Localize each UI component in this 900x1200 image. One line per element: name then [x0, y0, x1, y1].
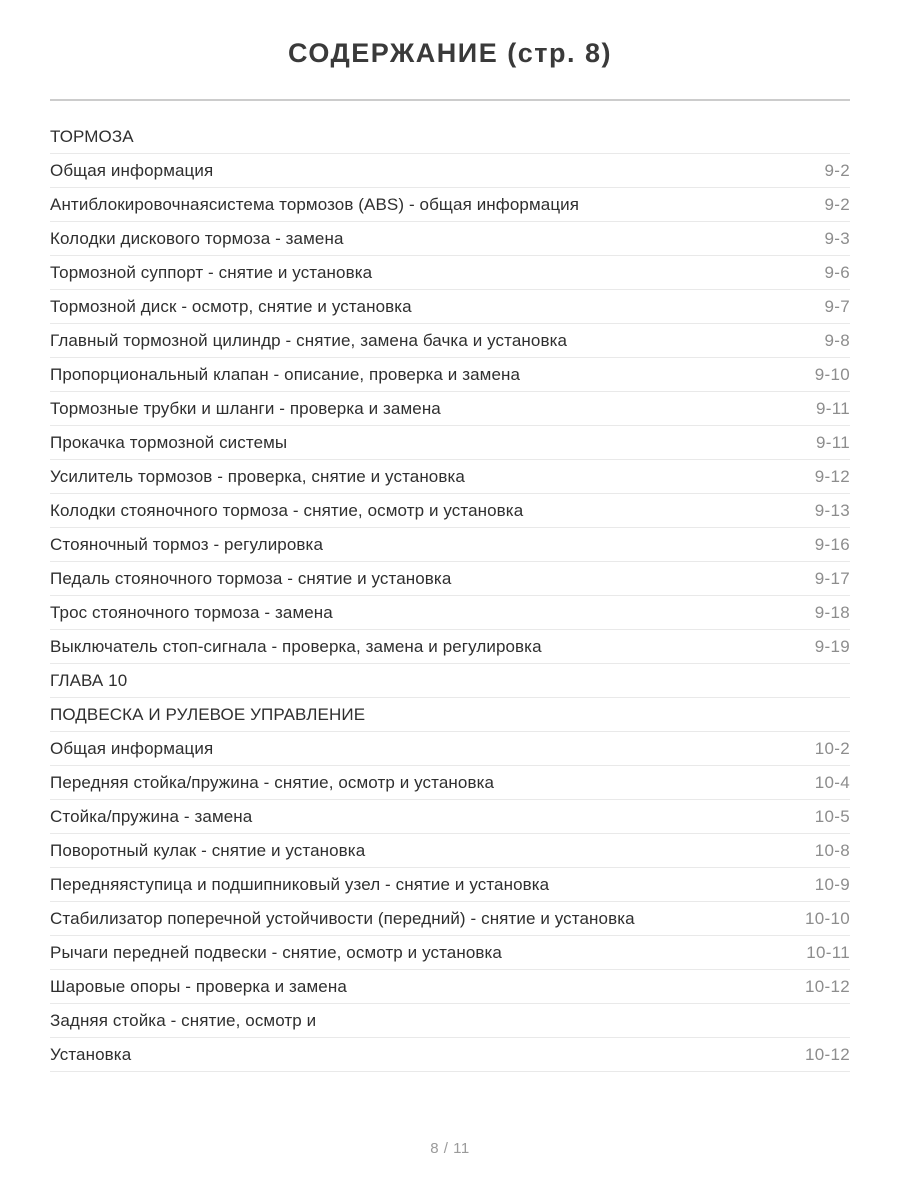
toc-item-page: 9-6	[824, 262, 850, 282]
toc-item-page: 9-2	[824, 160, 850, 180]
toc-row	[50, 562, 850, 596]
toc-item-page: 9-11	[816, 398, 850, 418]
toc-item-page: 10-5	[814, 806, 850, 826]
toc-item-label: Тормозной суппорт - снятие и установка	[50, 262, 373, 282]
toc-section-row	[50, 120, 850, 154]
toc-item-label: Усилитель тормозов - проверка, снятие и установка	[50, 466, 465, 486]
toc-item-label: Тормозные трубки и шланги - проверка и замена	[50, 398, 441, 418]
toc-item-page: 9-12	[814, 466, 850, 486]
toc-item-label: Общая информация	[50, 738, 214, 758]
toc-section-row	[50, 698, 850, 732]
toc-item-page: 9-7	[824, 296, 850, 316]
toc-item-page: 9-18	[814, 602, 850, 622]
toc-row	[50, 936, 850, 970]
toc-item-label: Рычаги передней подвески - снятие, осмотр и установка	[50, 942, 502, 962]
toc-item-label: Тормозной диск - осмотр, снятие и установка	[50, 296, 412, 316]
toc-item-label: Антиблокировочнаясистема тормозов (ABS) - общая информация	[50, 194, 580, 214]
toc-item-page: 10-12	[805, 976, 850, 996]
toc-row	[50, 970, 850, 1004]
toc-row	[50, 800, 850, 834]
title-divider	[50, 99, 850, 101]
toc-row	[50, 154, 850, 188]
toc-item-label: Стабилизатор поперечной устойчивости (передний) - снятие и установка	[50, 908, 635, 928]
toc-item-page: 10-9	[814, 874, 850, 894]
toc-item-label: Передняя стойка/пружина - снятие, осмотр и установка	[50, 772, 495, 792]
toc-item-label: Шаровые опоры - проверка и замена	[50, 976, 347, 996]
toc-item-label: Пропорциональный клапан - описание, проверка и замена	[50, 364, 521, 384]
toc-item-page: 10-12	[805, 1044, 850, 1064]
toc-row	[50, 1004, 850, 1038]
toc-list	[50, 120, 850, 1072]
toc-row	[50, 494, 850, 528]
toc-row	[50, 630, 850, 664]
toc-item-page: 9-10	[814, 364, 850, 384]
toc-row	[50, 222, 850, 256]
page-title: СОДЕРЖАНИЕ (стр. 8)	[288, 38, 612, 68]
toc-item-label: Стойка/пружина - замена	[50, 806, 253, 826]
toc-row	[50, 188, 850, 222]
toc-item-page: 9-17	[814, 568, 850, 588]
toc-item-label: Стояночный тормоз - регулировка	[50, 534, 323, 554]
toc-row	[50, 290, 850, 324]
toc-item-page: 9-16	[814, 534, 850, 554]
toc-row	[50, 324, 850, 358]
toc-item-page: 10-8	[814, 840, 850, 860]
toc-item-page: 9-2	[824, 194, 850, 214]
toc-item-label: Прокачка тормозной системы	[50, 432, 288, 452]
toc-row	[50, 596, 850, 630]
toc-item-page: 10-11	[806, 942, 850, 962]
toc-row	[50, 834, 850, 868]
toc-item-page: 9-13	[814, 500, 850, 520]
toc-row	[50, 392, 850, 426]
toc-item-label: ПОДВЕСКА И РУЛЕВОЕ УПРАВЛЕНИЕ	[50, 704, 366, 724]
toc-row	[50, 766, 850, 800]
toc-item-label: Трос стояночного тормоза - замена	[50, 602, 333, 622]
page-counter: 8 / 11	[430, 1140, 470, 1157]
toc-section-row	[50, 664, 850, 698]
toc-row	[50, 426, 850, 460]
toc-row	[50, 732, 850, 766]
toc-item-label: ГЛАВА 10	[50, 670, 128, 690]
toc-row	[50, 868, 850, 902]
toc-row	[50, 358, 850, 392]
toc-item-label: Колодки стояночного тормоза - снятие, осмотр и установка	[50, 500, 524, 520]
toc-item-label: Общая информация	[50, 160, 214, 180]
toc-item-page: 9-19	[814, 636, 850, 656]
toc-row	[50, 902, 850, 936]
toc-item-page: 9-11	[816, 432, 850, 452]
toc-row	[50, 256, 850, 290]
toc-row	[50, 528, 850, 562]
toc-item-page: 10-4	[814, 772, 850, 792]
toc-item-label: Задняя стойка - снятие, осмотр и	[50, 1010, 317, 1030]
toc-item-page: 10-10	[805, 908, 850, 928]
toc-item-label: Педаль стояночного тормоза - снятие и установка	[50, 568, 452, 588]
toc-row	[50, 1038, 850, 1072]
toc-item-page: 10-2	[814, 738, 850, 758]
toc-item-label: Выключатель стоп-сигнала - проверка, замена и регулировка	[50, 636, 542, 656]
toc-item-label: Главный тормозной цилиндр - снятие, замена бачка и установка	[50, 330, 568, 350]
toc-item-label: Поворотный кулак - снятие и установка	[50, 840, 366, 860]
toc-item-label: Передняяступица и подшипниковый узел - снятие и установка	[50, 874, 550, 894]
toc-item-page: 9-3	[824, 228, 850, 248]
toc-row	[50, 460, 850, 494]
toc-item-label: ТОРМОЗА	[50, 126, 134, 146]
toc-item-page: 9-8	[824, 330, 850, 350]
toc-item-label: Установка	[50, 1044, 132, 1064]
toc-item-label: Колодки дискового тормоза - замена	[50, 228, 344, 248]
